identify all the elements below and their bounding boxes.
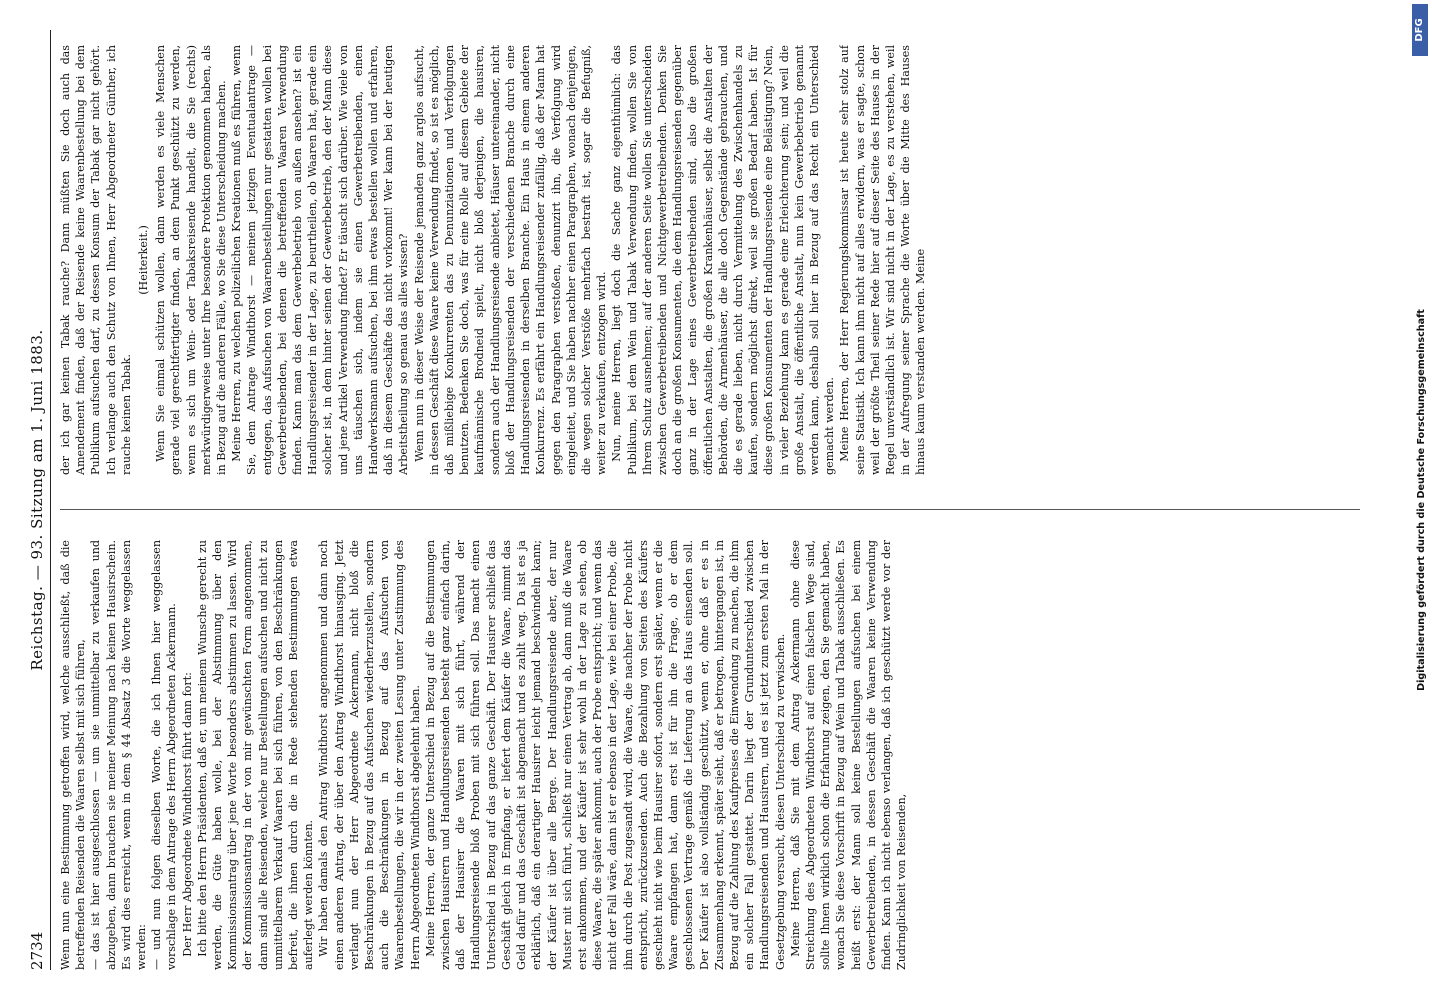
paragraph: Ich bitte den Herrn Präsidenten, daß er, um meinem Wunsche gerecht zu werden, die Güte haben wolle, bei der Abstimmung über den Kommissionsantrag über jene Worte besonders abstimmen zu lassen. Wird der Kommissionsantrag in der von mir gewünschten Form angenommen, dann sind alle Reisenden, welche nur Bestellungen aufsuchen und nicht zu unmittelbarem Verkauf Waaren bei sich führen, von den Beschränkungen befreit, die ihnen durch die in Rede stehenden Bestimmungen etwa auferlegt werden könnten.: [195, 540, 316, 970]
paragraph: Nun, meine Herren, liegt doch die Sache ganz eigenthümlich: das Publikum, bei dem Wein und Tabak Verwendung finden, wollen Sie von Ihrem Schutz ausnehmen; auf der anderen Seite wollen Sie unterscheiden zwischen Gewerbetreibenden und Nichtgewerbetreibenden. Denken Sie doch an die großen Konsumenten, die dem Handlungsreisenden gegenüber ganz in der Lage eines Gewerbetreibenden sind, also die großen öffentlichen Anstalten, die großen Krankenhäuser, selbst die Anstalten der Behörden, die Armenhäuser, die alle doch Gegenstände gebrauchen, und die es gerade lieben, nicht durch Vermittelung des Zwischenhandels zu kaufen, sondern möglichst direkt, weil sie großen Bedarf haben. Ist für diese großen Konsumenten der Handlungsreisende eine Belästigung? Nein, in vieler Beziehung kann es gerade eine Erleichterung sein; und weil die große Anstalt, die öffentliche Anstalt, nun kein Gewerbebetrieb genannt werden kann, deshalb soll hier in Bezug auf das Recht ein Unterschied gemacht werden.: [610, 45, 837, 475]
running-head: [28, 30, 51, 970]
page-title: Reichstag. — 93. Sitzung am 1. Juni 1883.: [28, 329, 46, 671]
text-column-left: [58, 540, 1363, 970]
column-divider: [60, 509, 1360, 510]
text-column-right: [58, 45, 1363, 475]
paragraph: — und nun folgen dieselben Worte, die ich Ihnen hier weggelassen vorschlage in dem Antrage des Herrn Abgeordneten Ackermann.: [150, 540, 179, 970]
digitization-credit: [1410, 60, 1430, 940]
paragraph: Meine Herren, zu welchen polizeilichen Kreationen muß es führen, wenn Sie, dem Antrage Windthorst — meinem jetzigen Eventualantrage — entgegen, das Aufsuchen von Waarenbestellungen nur gestatten wollen bei Gewerbetreibenden, bei denen die betreffenden Waaren Verwendung finden. Kann man das dem Gewerbebetrieb von außen ansehen? ist ein Handlungsreisender in der Lage, zu beurtheilen, ob Waaren hat, gerade ein solcher ist, in dem hinter seinen der Gewerbebetrieb, den der Mann diese und jene Artikel Verwendung findet? Er täuscht sich darüber. Wie viele von uns täuschen sich, indem sie einen Gewerbetreibenden, einen Handwerksmann aufsuchen, bei ihm etwas bestellen wollen und erfahren, daß in diesem Geschäfte das nicht vorkommt! Wer kann bei der heutigen Arbeitstheilung so genau das alles wissen?: [230, 45, 411, 475]
paragraph: Wenn nun in dieser Weise der Reisende jemanden ganz arglos aufsucht, in dessen Geschäft diese Waare keine Verwendung findet, so ist es möglich, daß mißliebige Konkurrenten das zu Denunziationen und Verfolgungen benutzen. Bedenken Sie doch, was für eine Rolle auf diesem Gebiete der kaufmännische Brodneid spielt, nicht bloß derjenigen, die hausiren, sondern auch der Handlungsreisende anbietet, Häuser untereinander, nicht bloß der Handlungsreisenden der verschiedenen Branche durch eine Handlungsreisenden in derselben Branche. Ein Haus in einem anderen Konkurrenz. Es erfährt ein Handlungsreisender zufällig, daß der Mann hat gegen den Paragraphen verstoßen, denunzirt ihn, die Verfolgung wird eingeleitet, und Sie haben nachher einen Paragraphen, wonach denjenigen, die wegen solcher Verstöße mehrfach bestraft ist, sogar die Befugniß, weiter zu verkaufen, entzogen wird.: [412, 45, 609, 475]
paragraph: der ich gar keinen Tabak rauche? Dann müßten Sie doch auch das Amendement finden, daß der Reisende keine Waarenbestellung bei dem Publikum aufsuchen darf, zu dessen Konsum der Tabak gar nicht gehört. Ich verlange auch den Schutz von Ihnen, Herr Abgeordneter Günther, ich rauche keinen Tabak.: [59, 45, 133, 475]
dfg-logo: [1412, 4, 1428, 56]
paragraph: Wenn nun eine Bestimmung getroffen wird, welche ausschließt, daß die betreffenden Reisenden die Waaren selbst mit sich führen,: [59, 540, 88, 970]
paragraph: Wir haben damals den Antrag Windthorst angenommen und dann noch einen anderen Antrag, der über den Antrag Windthorst hinausging. Jetzt verlangt nun der Herr Abgeordnete Ackermann, nicht bloß die Beschränkungen in Bezug auf das Aufsuchen wiederherzustellen, sondern auch die Beschränkungen in Bezug auf das Aufsuchen von Waarenbestellungen, die wir in der zweiten Lesung unter Zustimmung des Herrn Abgeordneten Windthorst abgelehnt haben.: [317, 540, 422, 970]
paragraph: Meine Herren, daß Sie mit dem Antrag Ackermann ohne diese Streichung des Abgeordneten Windthorst auf einen falschen Wege sind, sollte Ihnen wirklich schon die Erfahrung zeigen, den Sie gemacht haben, wonach Sie diese Vorschrift in Bezug auf Wein und Tabak ausschließen. Es heißt erst: der Mann soll keine Bestellungen aufsuchen bei einem Gewerbetreibenden, in dessen Geschäft die Waaren keine Verwendung finden. Kann ich nicht ebenso verlangen, daß ich geschützt werde vor der Zudringlichkeit von Reisenden,: [788, 540, 909, 970]
paragraph: Meine Herren, der Herr Regierungskommissar ist heute sehr stolz auf seine Statistik. Ich kann ihm nicht auf alles erwidern, was er sagte, schon weil der größte Theil seiner Rede hier auf dieser Seite des Hauses in der Regel unverständlich ist. Wir sind nicht in der Lage, es zu verstehen, weil in der Aufregung seiner Sprache die Worte über die Mitte des Hauses hinaus kaum verstanden werden. Meine: [838, 45, 928, 475]
paragraph: Wenn Sie einmal schützen wollen, dann werden es viele Menschen gerade viel gerechtfertigter finden, an dem Punkt geschützt zu werden, wenn es sich um Wein- oder Tabaksreisende handelt, die Sie (rechts) merkwürdigerweise unter Ihre besondere Protektion genommen haben, als in Bezug auf die anderen Fälle, wo Sie diese Unterscheidung machen.: [154, 45, 229, 475]
paragraph: Meine Herren, der ganze Unterschied in Bezug auf die Bestimmungen zwischen Hausirern und Handlungsreisenden besteht ganz einfach darin, daß der Hausirer die Waaren mit sich führt, während der Handlungsreisende bloß Proben mit sich führen soll. Das macht einen Unterschied in Bezug auf das ganze Geschäft. Der Hausirer schließt das Geschäft gleich in Empfang, er liefert dem Käufer die Waare, nimmt das Geld dafür und das Geschäft ist abgemacht und es zahlt weg. Da ist es ja erklärlich, daß ein derartiger Hausirer leicht jemand beschwindeln kann; der Käufer ist über alle Berge. Der Handlungsreisende aber, der nur Muster mit sich führt, schließt nur einen Vertrag ab, dann muß die Waare erst ankommen, und der Käufer ist sehr wohl in der Lage zu sehen, ob diese Waare, die später ankommt, auch der Probe entspricht; und wenn das nicht der Fall wäre, dann ist er ebenso in der Lage, wie bei einer Probe, die ihm durch die Post zugesandt wird, die Waare, die nachher der Probe nicht entspricht, zurückzusenden. Auch die Bezahlung von Seiten des Käufers geschieht nicht wie beim Hausirer sofort, sondern erst später, wenn er die Waare empfangen hat, dann erst ist für ihn die Frage, ob er dem geschlossenen Vertrage gemäß die Lieferung an das Haus einsenden soll. Der Käufer ist also vollständig geschützt, wenn er, ohne daß er es in Zusammenhang erkennt, später sieht, daß er betrogen, hintergangen ist, in Bezug auf die Zahlung des Kaufpreises die Einwendung zu machen, die ihm ein solcher Fall gestattet. Darin liegt der Grundunterschied zwischen Handlungsreisenden und Hausirern, und es ist jetzt zum ersten Mal in der Gesetzgebung versucht, diesen Unterschied zu verwischen.: [423, 540, 787, 970]
page-number: 2734: [28, 931, 46, 970]
interjection: (Heiterkeit.): [137, 225, 151, 295]
dfg-logo-text: DFG: [1414, 18, 1425, 42]
digitization-credit-text: Digitalisierung gefördert durch die Deutsche Forschungsgemeinschaft: [1416, 309, 1427, 691]
paragraph: Der Herr Abgeordnete Windthorst führt dann fort:: [180, 672, 194, 957]
paragraph: — das ist hier ausgeschlossen — um sie unmittelbar zu verkaufen und abzugeben, dann brauchen sie meiner Meinung nach keinen Hausirschein. Es wird dies erreicht, wenn in dem § 44 Absatz 3 die Worte weggelassen werden:: [89, 540, 149, 970]
